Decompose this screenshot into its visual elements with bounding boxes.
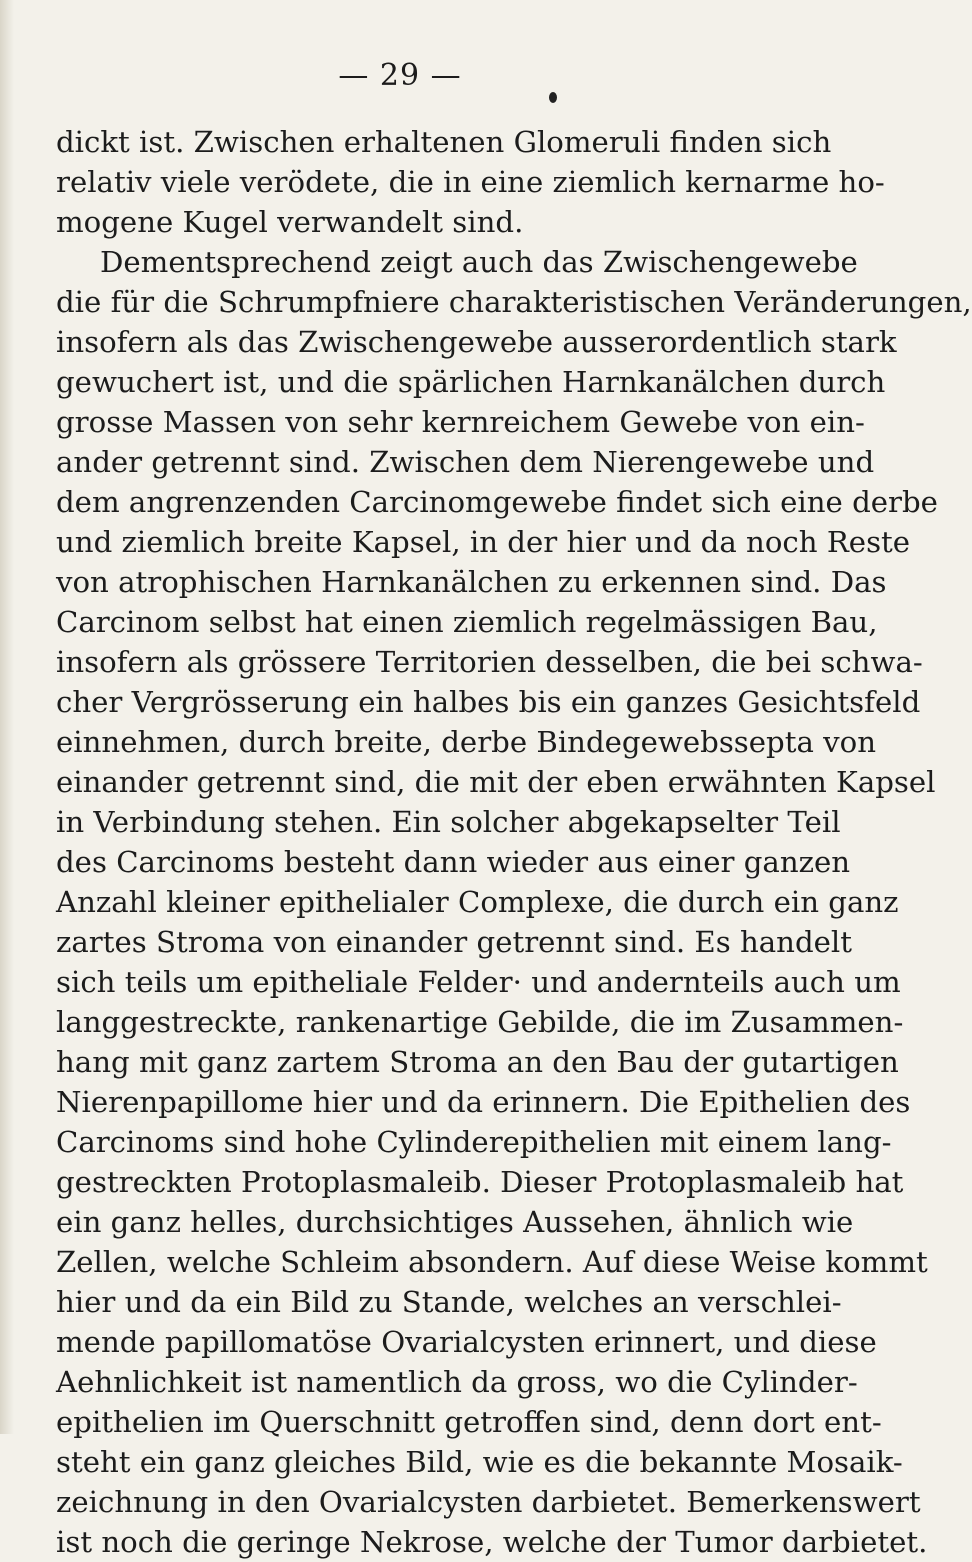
text-line: Carcinom selbst hat einen ziemlich regelmässigen Bau, xyxy=(56,605,878,639)
text-line: Nierenpapillome hier und da erinnern. Die Epithelien des xyxy=(56,1085,911,1119)
text-line: Dementsprechend zeigt auch das Zwischengewebe xyxy=(100,245,858,279)
text-line: Zellen, welche Schleim absondern. Auf diese Weise kommt xyxy=(56,1245,928,1279)
text-line: in Verbindung stehen. Ein solcher abgekapselter Teil xyxy=(56,805,841,839)
page-number: — 29 — xyxy=(338,58,462,93)
ink-speck xyxy=(549,92,557,103)
text-line: dem angrenzenden Carcinomgewebe findet sich eine derbe xyxy=(56,485,938,519)
text-line: Aehnlichkeit ist namentlich da gross, wo die Cylinder- xyxy=(56,1365,858,1399)
text-line: epithelien im Querschnitt getroffen sind, denn dort ent- xyxy=(56,1405,882,1439)
text-line: insofern als grössere Territorien desselben, die bei schwa- xyxy=(56,645,923,679)
text-line: mende papillomatöse Ovarialcysten erinnert, und diese xyxy=(56,1325,877,1359)
text-line: hier und da ein Bild zu Stande, welches an verschlei- xyxy=(56,1285,842,1319)
text-line: mogene Kugel verwandelt sind. xyxy=(56,205,524,239)
text-line: langgestreckte, rankenartige Gebilde, die im Zusammen- xyxy=(56,1005,904,1039)
text-line: die für die Schrumpfniere charakteristischen Veränderungen, xyxy=(56,285,972,319)
text-line: einander getrennt sind, die mit der eben erwähnten Kapsel xyxy=(56,765,936,799)
text-line: einnehmen, durch breite, derbe Bindegewebssepta von xyxy=(56,725,877,759)
text-line: dickt ist. Zwischen erhaltenen Glomeruli finden sich xyxy=(56,125,832,159)
text-line: sich teils um epitheliale Felder· und andernteils auch um xyxy=(56,965,901,999)
text-line: von atrophischen Harnkanälchen zu erkennen sind. Das xyxy=(56,565,887,599)
text-line: und ziemlich breite Kapsel, in der hier und da noch Reste xyxy=(56,525,911,559)
text-line: insofern als das Zwischengewebe ausserordentlich stark xyxy=(56,325,897,359)
text-line: des Carcinoms besteht dann wieder aus einer ganzen xyxy=(56,845,851,879)
text-line: zartes Stroma von einander getrennt sind. Es handelt xyxy=(56,925,852,959)
text-line: relativ viele verödete, die in eine ziemlich kernarme ho- xyxy=(56,165,885,199)
page-edge-shadow xyxy=(0,0,14,1434)
text-line: cher Vergrösserung ein halbes bis ein ganzes Gesichtsfeld xyxy=(56,685,921,719)
text-line: ist noch die geringe Nekrose, welche der Tumor darbietet. xyxy=(56,1525,928,1559)
text-line: ein ganz helles, durchsichtiges Aussehen, ähnlich wie xyxy=(56,1205,854,1239)
text-line: ander getrennt sind. Zwischen dem Nierengewebe und xyxy=(56,445,875,479)
text-line: steht ein ganz gleiches Bild, wie es die bekannte Mosaik- xyxy=(56,1445,903,1479)
text-line: zeichnung in den Ovarialcysten darbietet. Bemerkenswert xyxy=(56,1485,921,1519)
text-line: Carcinoms sind hohe Cylinderepithelien mit einem lang- xyxy=(56,1125,892,1159)
text-line: Anzahl kleiner epithelialer Complexe, die durch ein ganz xyxy=(56,885,899,919)
text-line: grosse Massen von sehr kernreichem Gewebe von ein- xyxy=(56,405,865,439)
text-line: gestreckten Protoplasmaleib. Dieser Protoplasmaleib hat xyxy=(56,1165,904,1199)
text-line: gewuchert ist, und die spärlichen Harnkanälchen durch xyxy=(56,365,886,399)
text-line: hang mit ganz zartem Stroma an den Bau der gutartigen xyxy=(56,1045,899,1079)
